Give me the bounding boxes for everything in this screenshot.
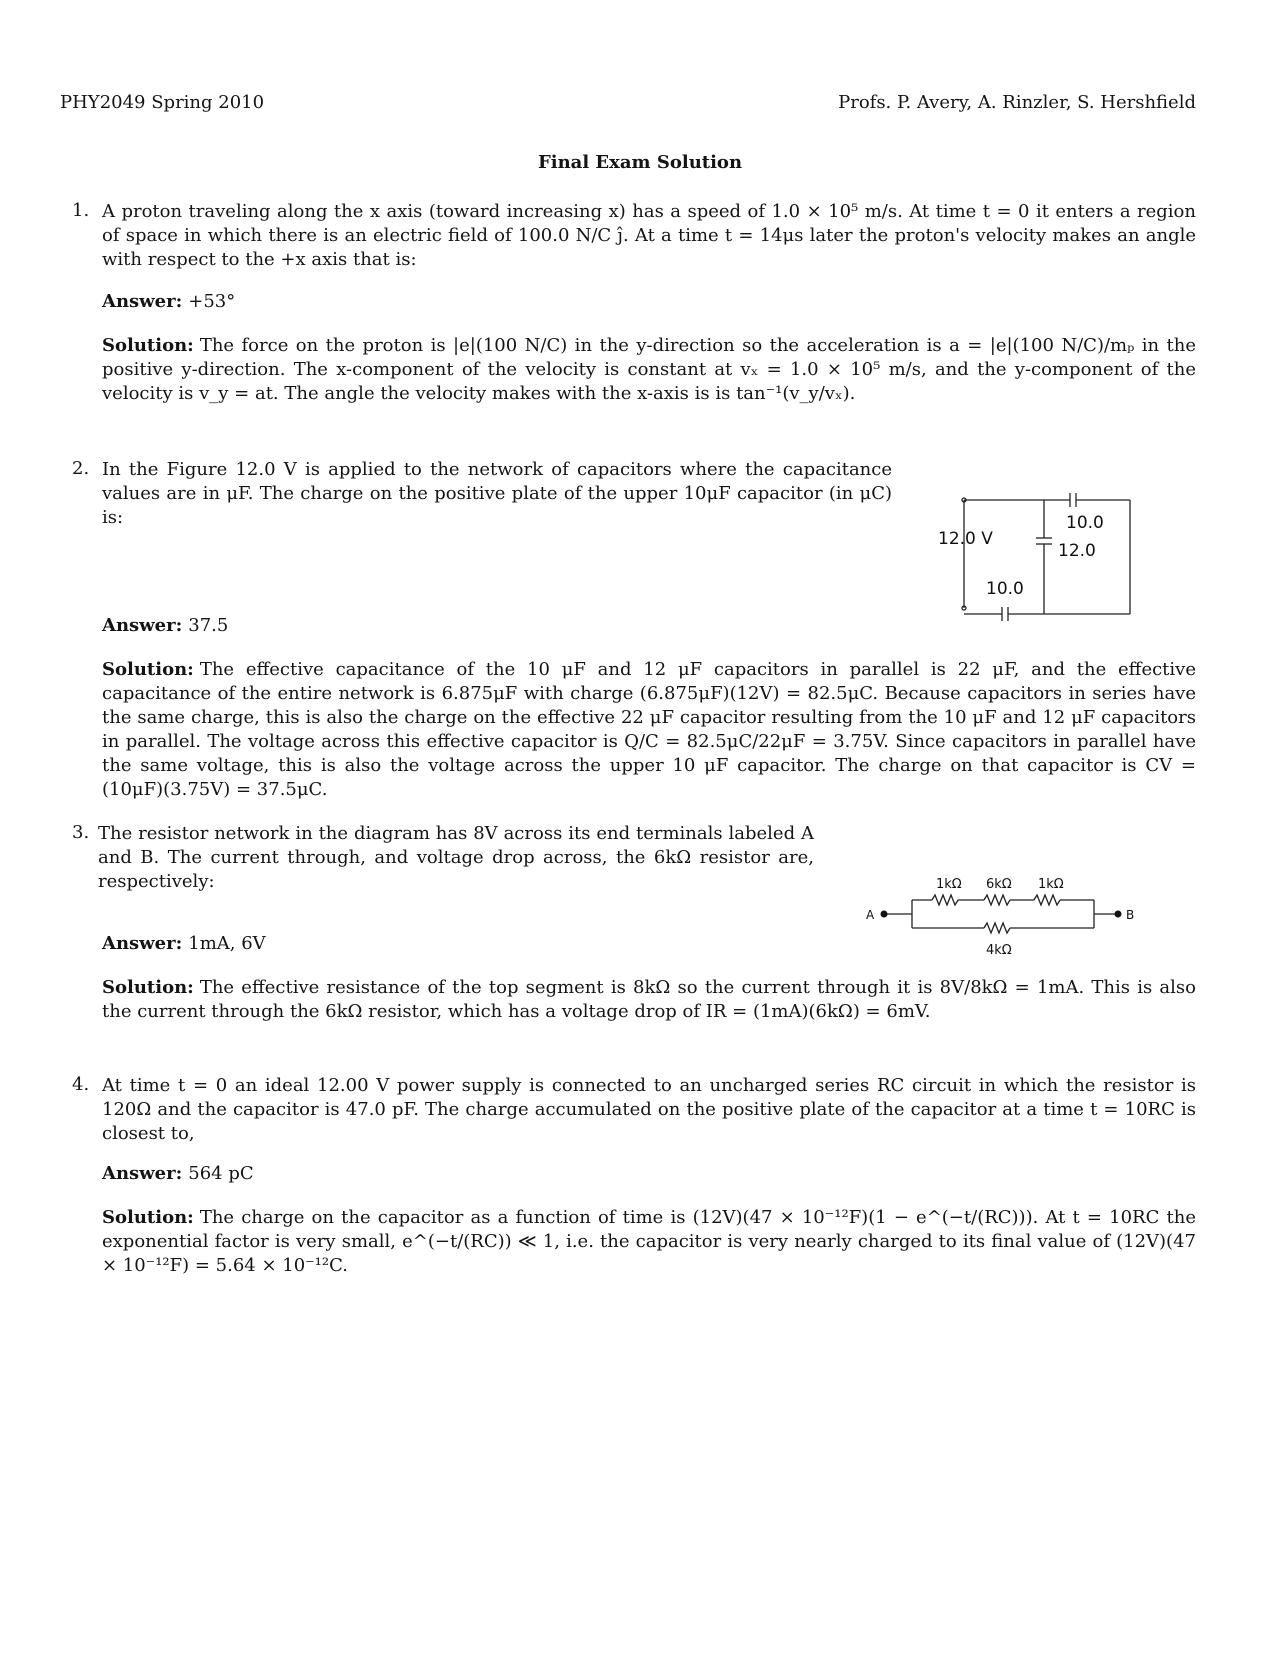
problem-solution (102, 976, 1196, 1024)
problem-solution (102, 1206, 1196, 1278)
r3-label: 1kΩ (1038, 877, 1064, 892)
resistor-network-figure (862, 870, 1142, 966)
source-voltage-label: 12.0 V (938, 529, 993, 549)
terminal-a-label: A (866, 908, 875, 922)
solution-text: The effective capacitance of the 10 μF and 12 μF capacitors in parallel is 22 μF, and the effective capacitance of the entire network is 6.875μF with charge (6.875μF)(12V) = 82.5μC. Because capacitors in series have the same charge, this is also the charge on the effective 22 μF capacitor resulting from the 10 μF and 12 μF capacitors in parallel. The voltage across this effective capacitor is Q/C = 82.5μC/22μF = 3.75V. Since capacitors in parallel have the same voltage, this is also the voltage across the upper 10 μF capacitor. The charge on that capacitor is CV = (10μF)(3.75V) = 37.5μC. (102, 659, 1196, 800)
solution-label: Solution: (102, 977, 194, 998)
problem-answer (102, 614, 228, 638)
course-title: PHY2049 Spring 2010 (60, 92, 265, 113)
page-title: Final Exam Solution (537, 152, 743, 173)
professors: Profs. P. Avery, A. Rinzler, S. Hershfield (838, 92, 1196, 113)
r2-label: 6kΩ (986, 877, 1012, 892)
cap-top-label: 10.0 (1066, 513, 1104, 533)
solution-text: The force on the proton is |e|(100 N/C) in the y-direction so the acceleration is a = |e|(100 N/C)/mₚ in the positive y-direction. The x-component of the velocity is constant at vₓ = 1.0 × 10⁵ m/s, and the y-component of the velocity is v_y = at. The angle the velocity makes with the x-axis is is tan⁻¹(v_y/vₓ). (102, 335, 1196, 404)
problem-question: At time t = 0 an ideal 12.00 V power supply is connected to an uncharged series RC circuit in which the resistor is 120Ω and the capacitor is 47.0 pF. The charge accumulated on the positive plate of the capacitor at a time t = 10RC is closest to, (102, 1075, 1196, 1144)
problem-solution (102, 334, 1196, 406)
answer-value: 564 pC (188, 1163, 254, 1184)
solution-label: Solution: (102, 1207, 194, 1228)
problem-question: In the Figure 12.0 V is applied to the network of capacitors where the capacitance values are in μF. The charge on the positive plate of the upper 10μF capacitor (in μC) is: (102, 459, 892, 528)
problem-question: The resistor network in the diagram has 8V across its end terminals labeled A and B. The current through, and voltage drop across, the 6kΩ resistor are, respectively: (98, 823, 814, 892)
problem-question: A proton traveling along the x axis (toward increasing x) has a speed of 1.0 × 10⁵ m/s. At time t = 0 it enters a region of space in which there is an electric field of 100.0 N/C ĵ. At a time t = 14μs later the proton's velocity makes an angle with respect to the +x axis that is: (102, 201, 1196, 270)
problem-answer (102, 1162, 254, 1186)
problem-number: 4. (72, 1074, 90, 1095)
problem-answer (102, 932, 266, 956)
cap-bottom-label: 10.0 (986, 579, 1024, 599)
answer-label: Answer: (102, 933, 183, 954)
solution-label: Solution: (102, 659, 194, 680)
problem-number: 1. (72, 200, 90, 221)
answer-label: Answer: (102, 615, 183, 636)
problem-solution (102, 658, 1196, 802)
problem-number: 3. (72, 822, 90, 843)
capacitor-circuit-figure (930, 488, 1150, 628)
answer-value: 37.5 (188, 615, 229, 636)
problem-number: 2. (72, 458, 90, 479)
answer-value: 1mA, 6V (188, 933, 266, 954)
r4-label: 4kΩ (986, 943, 1012, 958)
solution-text: The charge on the capacitor as a function of time is (12V)(47 × 10⁻¹²F)(1 − e^(−t/(RC))). At t = 10RC the exponential factor is very small, e^(−t/(RC)) ≪ 1, i.e. the capacitor is very nearly charged to its final value of (12V)(47 × 10⁻¹²F) = 5.64 × 10⁻¹²C. (102, 1207, 1196, 1276)
terminal-b-label: B (1126, 908, 1135, 922)
cap-mid-label: 12.0 (1058, 541, 1096, 561)
answer-value: +53° (188, 291, 236, 312)
answer-label: Answer: (102, 1163, 183, 1184)
r1-label: 1kΩ (936, 877, 962, 892)
solution-label: Solution: (102, 335, 194, 356)
answer-label: Answer: (102, 291, 183, 312)
solution-text: The effective resistance of the top segment is 8kΩ so the current through it is 8V/8kΩ = 1mA. This is also the current through the 6kΩ resistor, which has a voltage drop of IR = (1mA)(6kΩ) = 6mV. (102, 977, 1196, 1022)
problem-answer (102, 290, 235, 314)
